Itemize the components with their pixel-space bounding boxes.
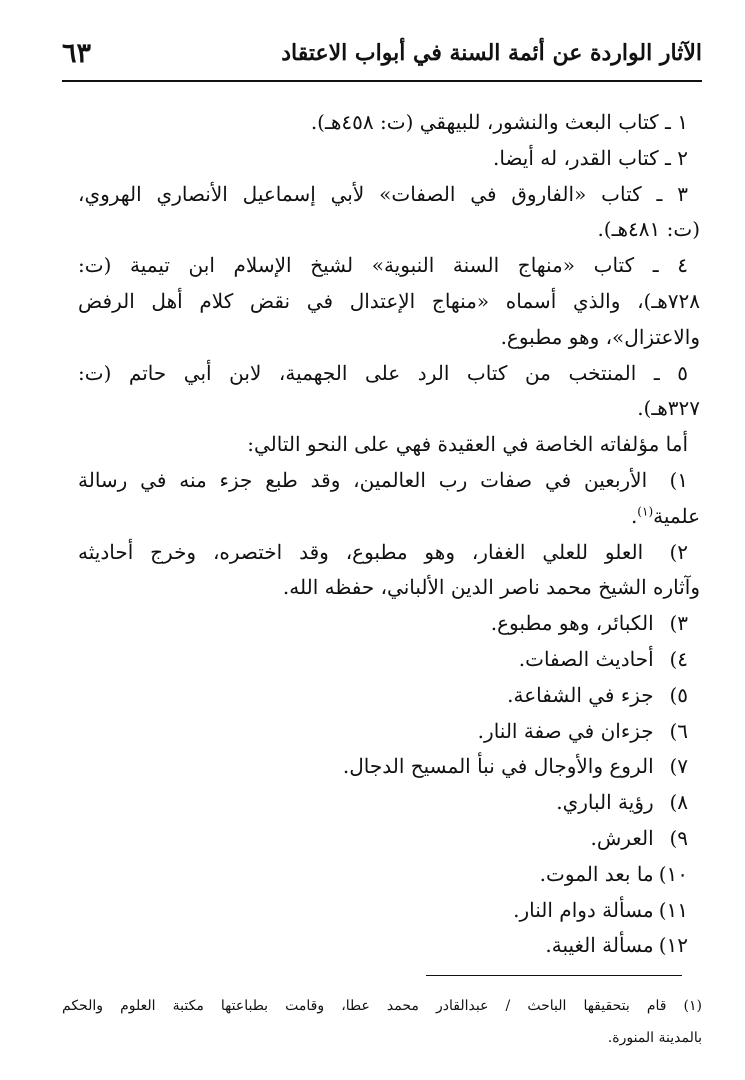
list-item [78, 642, 700, 678]
footnote-line: بالمدينة المنورة. [607, 1030, 702, 1046]
list-item [78, 463, 700, 499]
list-item [78, 928, 700, 964]
list-number: ٧) [669, 754, 688, 779]
list-number: ١) [669, 467, 688, 492]
list-item-text: جزء في الشفاعة. [507, 682, 654, 707]
text-line: ٢ ـ كتاب القدر، له أيضا. [493, 145, 688, 170]
list-item [78, 678, 700, 714]
list-item-text: مسألة الغيبة. [545, 933, 654, 958]
list-number: ١٠) [658, 861, 688, 886]
text-line: ٣٢٧هـ). [637, 396, 700, 421]
list-number: ٦) [669, 718, 688, 743]
list-item-text: أحاديث الصفات. [518, 646, 654, 671]
footnote [62, 990, 702, 1054]
list-item [78, 821, 700, 857]
list-item-continuation: علمية$^{(١)}$. [630, 503, 700, 528]
text-line: أما مؤلفاته الخاصة في العقيدة فهي على النحو التالي: [247, 432, 688, 457]
page-header [62, 34, 702, 74]
list-item-text: الروع والأوجال في نبأ المسيح الدجال. [342, 754, 654, 779]
list-number: ٩) [669, 825, 688, 850]
list-number: ٨) [669, 790, 688, 815]
list-number: ٥) [669, 682, 688, 707]
list-item-text: مسألة دوام النار. [513, 897, 654, 922]
list-item-text: الكبائر، وهو مطبوع. [490, 611, 654, 636]
list-item [78, 714, 700, 750]
list-item [78, 785, 700, 821]
list-item [78, 893, 700, 929]
text-line: (ت: ٤٨١هـ). [597, 217, 700, 242]
text-line: ٣ ـ كتاب «الفاروق في الصفات» لأبي إسماعيل الأنصاري الهروي، [78, 181, 688, 206]
list-number: ١٢) [658, 933, 688, 958]
list-item-text: العرش. [590, 825, 654, 850]
list-item [78, 606, 700, 642]
list-item [78, 535, 700, 571]
text-line: ١ ـ كتاب البعث والنشور، للبيهقي (ت: ٤٥٨هـ). [310, 110, 688, 134]
list-number: ٣) [669, 611, 688, 636]
list-number: ٤) [669, 646, 688, 671]
list-item-text: علمية [653, 503, 700, 528]
list-item-continuation: وآثاره الشيخ محمد ناصر الدين الألباني، حفظه الله. [282, 575, 700, 600]
footnote-line: (١) قام بتحقيقها الباحث / عبدالقادر محمد عطا، وقامت بطباعتها مكتبة العلوم والحكم [62, 998, 702, 1014]
text-line: ٤ ـ كتاب «منهاج السنة النبوية» لشيخ الإسلام ابن تيمية (ت: [78, 253, 688, 278]
list-item-text: جزءان في صفة النار. [477, 718, 654, 743]
main-text [78, 105, 700, 964]
text-line: ٧٢٨هـ)، والذي أسماه «منهاج الإعتدال في نقض كلام أهل الرفض [78, 288, 700, 313]
footnote-ref: (١) [637, 504, 654, 519]
footnote-separator [426, 975, 682, 976]
list-item-text: الأربعين في صفات رب العالمين، وقد طبع جزء منه في رسالة [78, 467, 648, 492]
list-item [78, 749, 700, 785]
header-rule [62, 80, 702, 82]
text-line: ٥ ـ المنتخب من كتاب الرد على الجهمية، لابن أبي حاتم (ت: [78, 360, 688, 385]
list-item-text: العلو للعلي الغفار، وهو مطبوع، وقد اختصره، وخرج أحاديثه [78, 539, 644, 564]
page-number: ٦٣ [62, 38, 92, 69]
list-item-text: ما بعد الموت. [539, 861, 654, 886]
text-line: والاعتزال»، وهو مطبوع. [500, 324, 700, 349]
running-title: الآثار الواردة عن أئمة السنة في أبواب الاعتقاد [281, 40, 702, 66]
list-item-text: رؤية الباري. [556, 790, 654, 815]
list-number: ٢) [669, 539, 688, 564]
list-item [78, 857, 700, 893]
list-number: ١١) [658, 897, 688, 922]
